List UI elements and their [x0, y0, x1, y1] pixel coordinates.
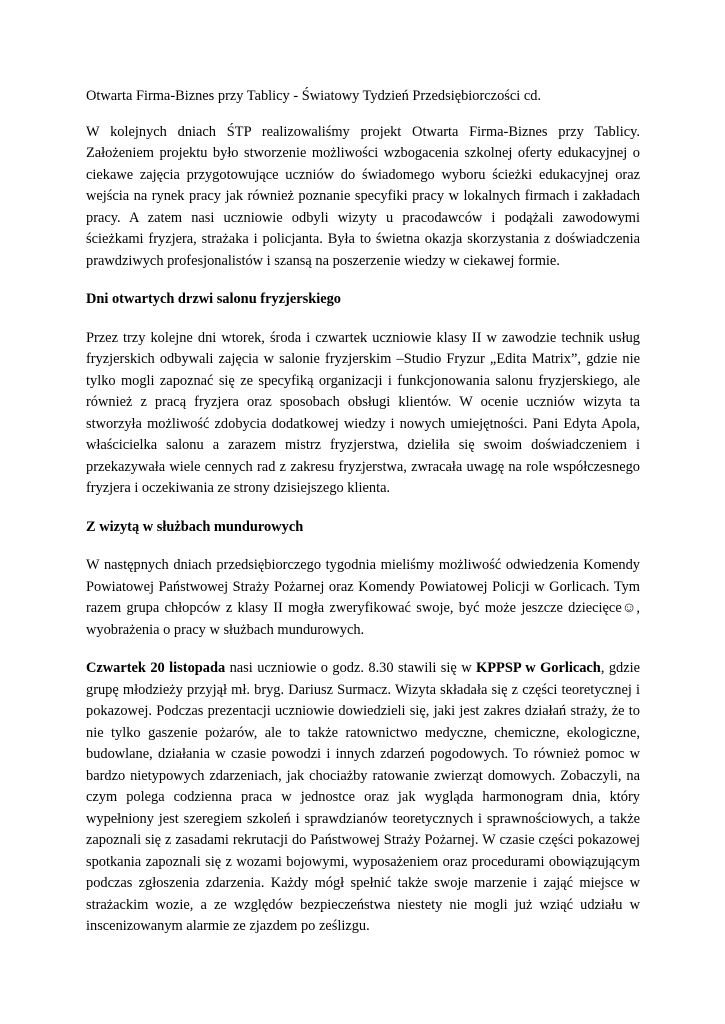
document-title: Otwarta Firma-Biznes przy Tablicy - Światowy Tydzień Przedsiębiorczości cd.	[86, 88, 542, 104]
salon-paragraph: Przez trzy kolejne dni wtorek, środa i czwartek uczniowie klasy II w zawodzie technik usług fryzjerskich odbywali zajęcia w salonie fryzjerskim –Studio Fryzur „Edita Matrix”, gdzie nie tylko mogli zapoznać się ze specyfiką organizacji i funkcjonowania salonu fryzjerskiego, ale również z pracą fryzjera oraz sposobach obsługi klientów. W ocenie uczniów wizyta ta stworzyła możliwość zdobycia dodatkowej wiedzy i nowych umiejętności. Pani Edyta Apola, właścicielka salonu a zarazem mistrz fryzjerstwa, dzieliła się swoim doświadczeniem i przekazywała wiele cennych rad z zakresu fryzjerstwa, zwracała uwagę na role współczesnego fryzjera i oczekiwania ze strony dzisiejszego klienta.	[86, 329, 640, 496]
visit-date: Czwartek 20 listopada	[86, 660, 226, 676]
intro-paragraph: W kolejnych dniach ŚTP realizowaliśmy projekt Otwarta Firma-Biznes przy Tablicy. Założeniem projektu było stworzenie możliwości wzbogacenia szkolnej oferty edukacyjnej o ciekawe zajęcia przygotowujące uczniów do świadomego wyboru ścieżki edukacyjnej oraz wejścia na rynek pracy jak również poznanie specyfiki pracy w lokalnych firmach i zakładach pracy. A zatem nasi uczniowie odbyli wizyty u pracodawców i podążali zawodowymi ścieżkami fryzjera, strażaka i policjanta. Była to świetna okazja skorzystania z doświadczenia prawdziwych profesjonalistów i szansą na poszerzenie wiedzy w ciekawej formie.	[86, 123, 640, 269]
visit-text-mid: nasi uczniowie o godz. 8.30 stawili się w	[225, 660, 477, 676]
section-heading-salon: Dni otwartych drzwi salonu fryzjerskiego	[86, 291, 341, 307]
visit-text-rest: , gdzie grupę młodzieży przyjął mł. bryg. Dariusz Surmacz. Wizyta składała się z części teoretycznej i pokazowej. Podczas prezentacji uczniowie dowiedzieli się, jaki jest zakres działań straży, że to nie tylko gaszenie pożarów, ale to także ratownictwo medyczne, chemiczne, ekologiczne, budowlane, działania w czasie powodzi i innych zdarzeń pogodowych. To również pomoc w bardzo nietypowych zdarzeniach, jak chociażby ratowanie zwierząt domowych. Zobaczyli, na czym polega codzienna praca w jednostce oraz jak wygląda harmonogram dnia, który wypełniony jest szeregiem szkoleń i sprawdzianów teoretycznych i sprawnościowych, a także zapoznali się z zasadami rekrutacji do Państwowej Straży Pożarnej. W czasie części pokazowej spotkania zapoznali się z wozami bojowymi, wyposażeniem oraz procedurami obowiązującym podczas zgłoszenia zdarzenia. Każdy mógł spełnić także swoje marzenie i zająć miejsce w strażackim wozie, a ze względów bezpieczeństwa niestety nie mogli już wziąć udziału w inscenizowanym alarmie ze zjazdem po ześlizgu.	[86, 660, 641, 934]
document-page	[86, 86, 640, 938]
visit-place: KPPSP w Gorlicach	[476, 660, 601, 676]
fire-station-paragraph	[86, 658, 640, 938]
uniformed-services-paragraph: W następnych dniach przedsiębiorczego tygodnia mieliśmy możliwość odwiedzenia Komendy Powiatowej Państwowej Straży Pożarnej oraz Komendy Powiatowej Policji w Gorlicach. Tym razem grupa chłopców z klasy II mogła zweryfikować swoje, być może jeszcze dziecięce☺, wyobrażenia o pracy w służbach mundurowych.	[86, 557, 640, 638]
section-heading-uniformed-services: Z wizytą w służbach mundurowych	[86, 518, 304, 535]
